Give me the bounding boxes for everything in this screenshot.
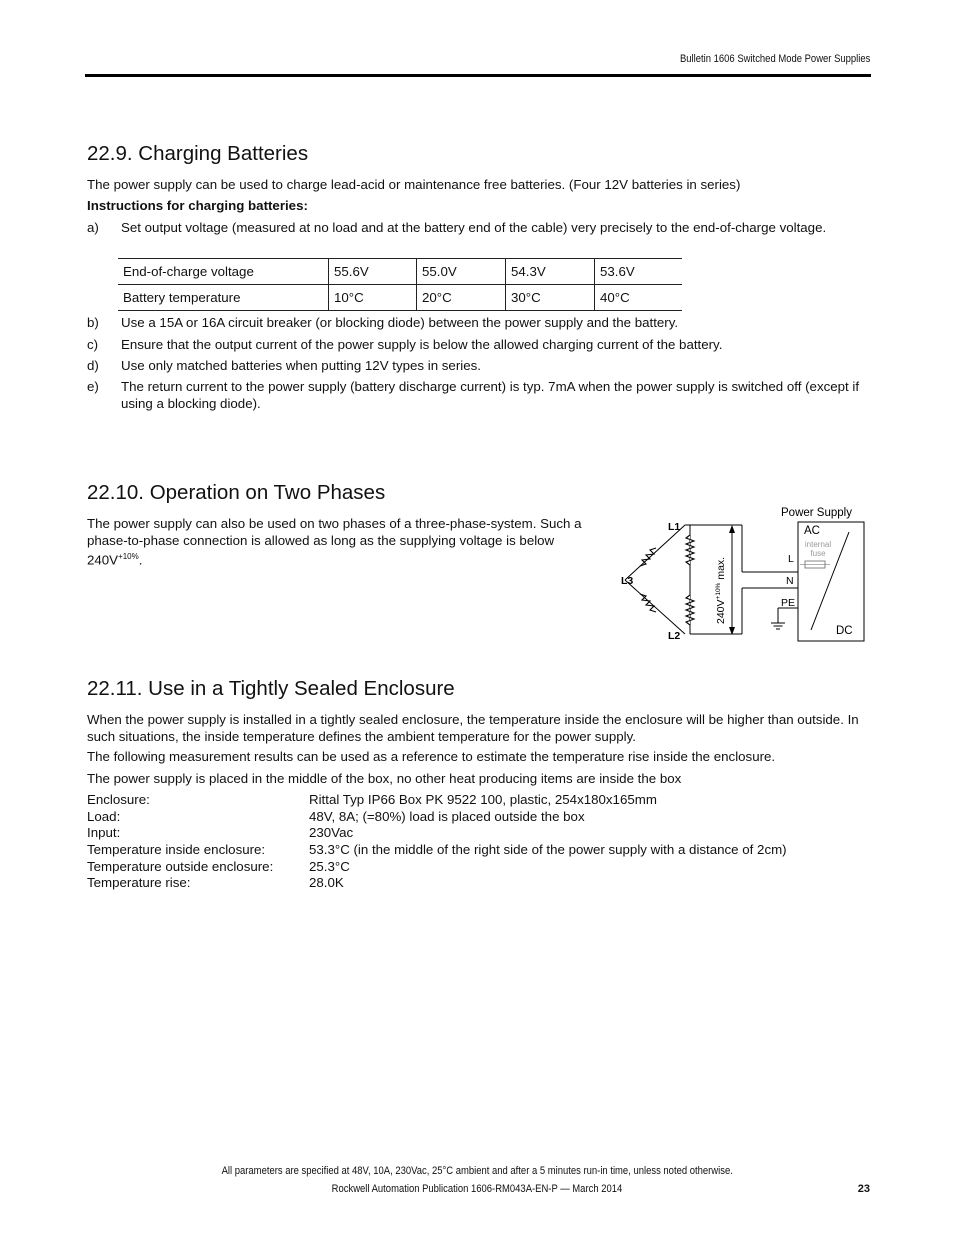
list-item: Set output voltage (measured at no load and at the battery end of the cable) very precisely to the end-of-charge voltage. [121, 220, 827, 235]
footer-note-text: All parameters are specified at 48V, 10A, 230Vac, 25°C ambient and after a 5 minutes run-in time, unless noted otherwise. [221, 1165, 733, 1177]
ac-label: AC [804, 525, 820, 537]
list-marker: b) [87, 315, 99, 330]
voltage-label: $240V^{+10\%}\max$. [715, 556, 727, 624]
running-header: Bulletin 1606 Switched Mode Power Supplies [679, 53, 870, 65]
page-number: 23 [857, 1183, 870, 1195]
spec-value: Rittal Typ IP66 Box PK 9522 100, plastic, 254x180x165mm [309, 792, 657, 807]
instructions-title: Instructions for charging batteries: [87, 198, 308, 213]
table-cell: 55.6V [329, 259, 417, 285]
spec-label: Input: [87, 825, 121, 840]
two-phases-text-main: The power supply can also be used on two phases of a three-phase-system. Such a phase-to-phase connection is allowed as long as the supplying voltage is below 240V [87, 516, 582, 568]
two-phases-text-end: . [138, 552, 143, 568]
list-item: Use a 15A or 16A circuit breaker (or blocking diode) between the power supply and the battery. [121, 315, 679, 330]
two-phases-text [87, 516, 587, 569]
section-heading-charging: 22.9. Charging Batteries [87, 142, 309, 165]
table-cell: 20°C [417, 285, 506, 311]
terminal-n-label: N [786, 575, 794, 587]
resistor-l1-l3 [640, 548, 656, 566]
table-cell: Battery temperature [118, 285, 329, 311]
charging-table [118, 258, 682, 311]
resistor-l1-l2-upper [686, 535, 694, 565]
spec-label: Load: [87, 809, 121, 824]
spec-label: Enclosure: [87, 792, 150, 807]
spec-label: Temperature rise: [87, 875, 191, 890]
list-item: The return current to the power supply (battery discharge current) is typ. 7mA when the power supply is switched off (except if using a blocking diode). [121, 379, 860, 411]
spec-value: 230Vac [309, 825, 354, 840]
spec-value: 25.3°C [309, 859, 350, 874]
spec-value: 53.3°C (in the middle of the right side of the power supply with a distance of 2cm) [309, 842, 787, 857]
enclosure-paragraph-2: The following measurement results can be used as a reference to estimate the temperature rise inside the enclosure. [87, 749, 776, 764]
two-phase-wiring-diagram [600, 500, 875, 650]
terminal-l-label: L [788, 553, 794, 565]
resistor-l3-l2 [640, 594, 656, 612]
phase-l2-label: L2 [668, 630, 681, 642]
spec-value: 48V, 8A; (=80%) load is placed outside the box [309, 809, 585, 824]
table-row [118, 259, 682, 285]
table-cell: 55.0V [417, 259, 506, 285]
two-phases-text-sup: +10% [118, 552, 139, 561]
charging-intro: The power supply can be used to charge lead-acid or maintenance free batteries. (Four 12V batteries in series) [87, 177, 741, 192]
spec-value: 28.0K [309, 875, 344, 890]
phase-l1-label: L1 [668, 521, 681, 533]
table-row [118, 285, 682, 311]
table-cell: 54.3V [506, 259, 595, 285]
list-marker: d) [87, 358, 99, 373]
enclosure-paragraph-1: When the power supply is installed in a tightly sealed enclosure, the temperature inside the enclosure will be higher than outside. In such situations, the inside temperature defines the ambient temperature for the power supply. [87, 712, 859, 744]
enclosure-paragraph-3: The power supply is placed in the middle of the box, no other heat producing items are inside the box [87, 771, 682, 786]
footer-publication [0, 1183, 954, 1195]
table-cell: 10°C [329, 285, 417, 311]
header-rule [85, 74, 871, 77]
table-cell: End-of-charge voltage [118, 259, 329, 285]
fuse-label-internal: internal [804, 540, 832, 549]
list-item: Ensure that the output current of the power supply is below the allowed charging current of the battery. [121, 337, 723, 352]
spec-label: Temperature outside enclosure: [87, 859, 274, 874]
footer-note [0, 1165, 954, 1177]
spec-label: Temperature inside enclosure: [87, 842, 266, 857]
table-cell: 30°C [506, 285, 595, 311]
terminal-pe-label: PE [781, 597, 796, 609]
phase-l3-label: L3 [621, 575, 634, 587]
power-supply-title: Power Supply [781, 507, 852, 519]
list-marker: e) [87, 379, 99, 394]
dc-label: DC [836, 625, 853, 637]
list-marker: c) [87, 337, 99, 352]
list-marker: a) [87, 220, 99, 235]
table-cell: 40°C [595, 285, 683, 311]
section-heading-two-phases: 22.10. Operation on Two Phases [87, 481, 386, 504]
list-item: Use only matched batteries when putting 12V types in series. [121, 358, 481, 373]
footer-publication-text: Rockwell Automation Publication 1606-RM043A-EN-P — March 2014 [331, 1183, 623, 1195]
table-cell: 53.6V [595, 259, 683, 285]
fuse-label-fuse: fuse [810, 549, 826, 558]
resistor-l1-l2-lower [686, 595, 694, 625]
section-heading-enclosure: 22.11. Use in a Tightly Sealed Enclosure [87, 677, 455, 700]
